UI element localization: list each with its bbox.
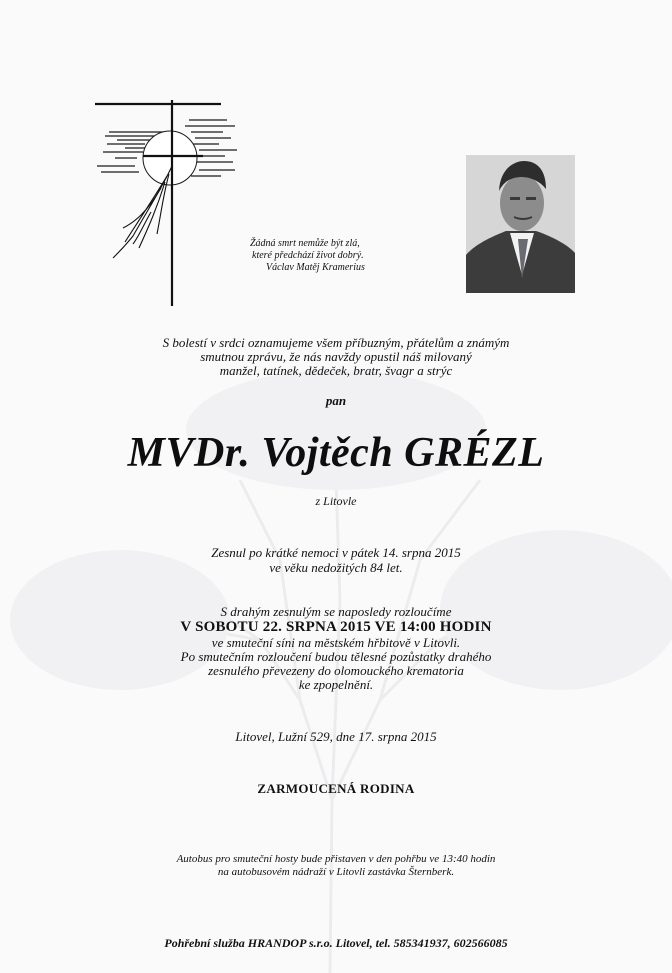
- quote-line-1: Žádná smrt nemůže být zlá,: [250, 238, 360, 249]
- farewell-line-3: ve smuteční síni na městském hřbitově v Litovli.: [211, 635, 461, 650]
- deceased-portrait-photo: [466, 155, 575, 293]
- announcement-text: [0, 336, 672, 378]
- death-notice: [0, 545, 672, 575]
- quote-line-2: které předchází život dobrý.: [252, 250, 364, 261]
- bus-line-2: na autobusovém nádraží v Litovli zastávka Šternberk.: [217, 866, 455, 878]
- announcement-line-2: smutnou zprávu, že nás navždy opustil náš milovaný: [200, 349, 472, 364]
- bus-notice: [0, 853, 672, 879]
- farewell-line-6: ke zpopelnění.: [298, 677, 374, 692]
- epigraph-quote: [232, 238, 432, 274]
- announcement-line-1: S bolestí v srdci oznamujeme všem příbuzným, přátelům a známým: [162, 335, 510, 350]
- deceased-name: MVDr. Vojtěch GRÉZL: [127, 430, 545, 476]
- death-line-2: ve věku nedožitých 84 let.: [269, 560, 403, 575]
- funeral-service-footer: Pohřební služba HRANDOP s.r.o. Litovel, tel. 585341937, 602566085: [164, 936, 508, 950]
- title-word: pan: [325, 393, 347, 408]
- death-line-1: Zesnul po krátké nemoci v pátek 14. srpna 2015: [211, 545, 461, 560]
- funeral-date-time: V SOBOTU 22. SRPNA 2015 VE 14:00 HODIN: [180, 619, 492, 635]
- family-signature: ZARMOUCENÁ RODINA: [257, 781, 415, 796]
- cross-with-sun-emblem: [95, 96, 240, 308]
- quote-author: Václav Matěj Kramerius: [266, 262, 365, 273]
- announcement-line-3: manžel, tatínek, dědeček, bratr, švagr a strýc: [219, 363, 453, 378]
- bus-line-1: Autobus pro smuteční hosty bude přistaven v den pohřbu ve 13:40 hodin: [176, 853, 496, 865]
- place-and-date: Litovel, Lužní 529, dne 17. srpna 2015: [235, 729, 437, 744]
- farewell-line-1: S drahým zesnulým se naposledy rozloučíme: [220, 604, 452, 619]
- farewell-line-4: Po smutečním rozloučení budou tělesné pozůstatky drahého: [180, 649, 492, 664]
- deceased-origin: z Litovle: [315, 494, 357, 508]
- farewell-line-5: zesnulého převezeny do olomouckého krematoria: [208, 663, 464, 678]
- farewell-notice: [0, 605, 672, 692]
